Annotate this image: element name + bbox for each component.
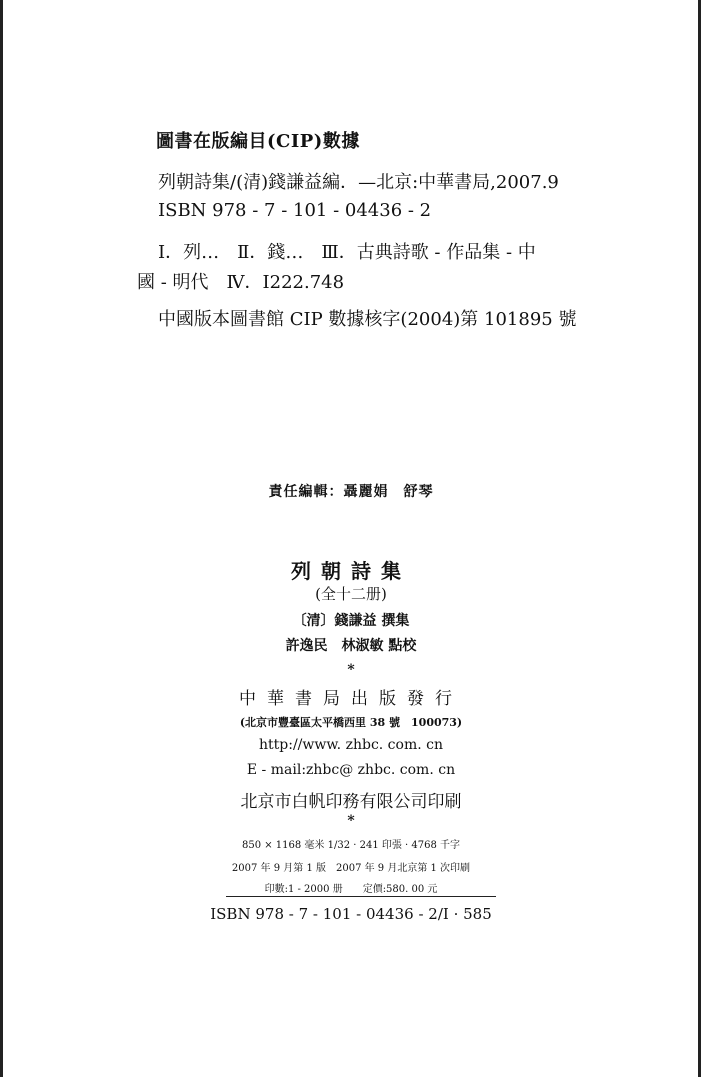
cip-title-line: 列朝詩集/(清)錢謙益編．—北京:中華書局,2007.9 — [158, 172, 559, 193]
publisher-address: (北京市豐臺區太平橋西里 38 號 100073) — [239, 716, 463, 729]
cip-record-number: 中國版本圖書館 CIP 數據核字(2004)第 101895 號 — [158, 309, 577, 330]
publisher-website: http://www. zhbc. com. cn — [259, 737, 443, 753]
proofreader-credit: 許逸民 林淑敏 點校 — [285, 638, 417, 654]
printer-name: 北京市白帆印務有限公司印刷 — [240, 792, 462, 812]
divider-rule — [226, 896, 496, 897]
volume-count: (全十二册) — [315, 585, 387, 603]
book-title: 列朝詩集 — [291, 559, 411, 583]
format-specs: 850 × 1168 毫米 1/32 · 241 印張 · 4768 千字 — [241, 840, 461, 851]
cip-subject-line-2: 國 - 明代 Ⅳ．I222.748 — [137, 272, 345, 293]
edition-info: 2007 年 9 月第 1 版 2007 年 9 月北京第 1 次印刷 — [231, 863, 471, 874]
responsible-editor: 責任編輯：聶麗娟 舒琴 — [268, 484, 434, 500]
isbn-code: ISBN 978 - 7 - 101 - 04436 - 2/I · 585 — [210, 905, 492, 923]
separator-star: * — [347, 813, 355, 829]
cip-heading: 圖書在版編目(CIP)數據 — [156, 131, 360, 152]
print-run-price: 印數:1 - 2000 册 定價:580. 00 元 — [264, 884, 438, 895]
publisher-name: 中華書局出版發行 — [239, 689, 463, 709]
cip-isbn-line: ISBN 978 - 7 - 101 - 04436 - 2 — [158, 200, 432, 221]
publisher-email: E - mail:zhbc@ zhbc. com. cn — [246, 762, 456, 778]
cip-subject-line-1: Ⅰ．列… Ⅱ．錢… Ⅲ．古典詩歌 - 作品集 - 中 — [158, 242, 536, 263]
author-credit: 〔清〕錢謙益 撰集 — [292, 613, 410, 629]
separator-star: * — [347, 662, 355, 678]
